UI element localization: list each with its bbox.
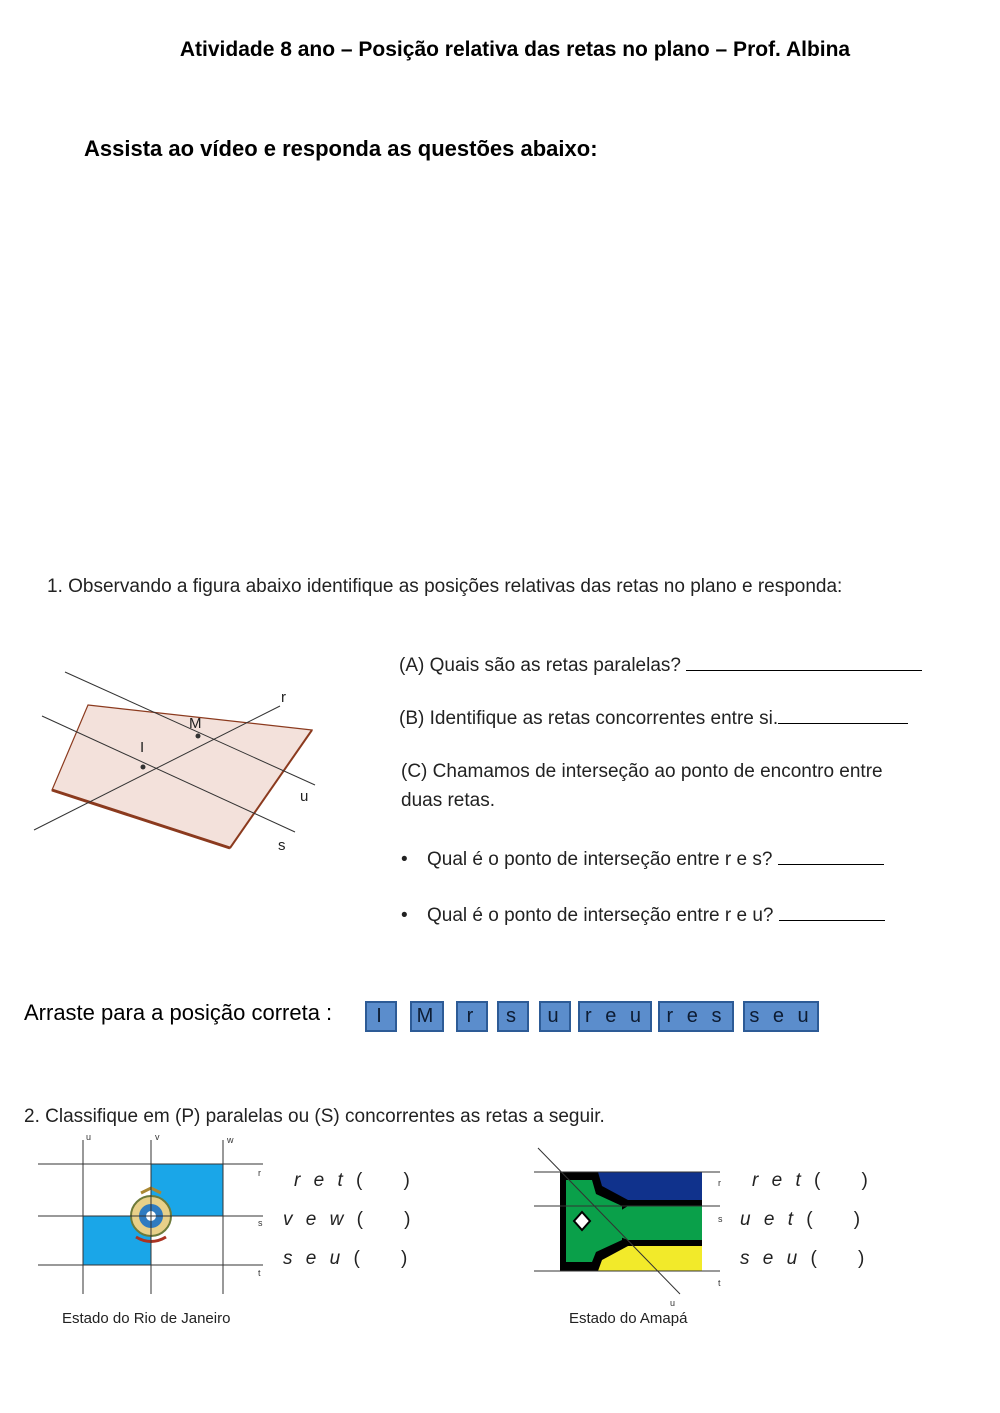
question-2-prompt: 2. Classifique em (P) paralelas ou (S) concorrentes as retas a seguir. — [24, 1106, 605, 1127]
rj-item-3 — [283, 1248, 412, 1270]
answer-blank-r-s[interactable] — [778, 846, 884, 865]
drag-chip-r-e-u[interactable]: r e u — [578, 1001, 652, 1032]
rj-label-s: s — [258, 1218, 263, 1228]
ap-answer-3[interactable]: ( ) — [810, 1248, 869, 1269]
question-1-prompt: 1. Observando a figura abaixo identifique as posições relativas das retas no plano e responda: — [47, 576, 843, 597]
answer-blank-1b[interactable] — [778, 705, 908, 724]
rj-answer-2[interactable]: ( ) — [356, 1209, 415, 1230]
bullet-item-2 — [401, 902, 885, 927]
rj-caption: Estado do Rio de Janeiro — [62, 1310, 231, 1327]
bullet-dot: • — [401, 849, 408, 870]
bullet-dot: • — [401, 905, 408, 926]
drag-chip-u[interactable]: u — [539, 1001, 571, 1032]
plane-lines-figure — [30, 660, 330, 860]
question-1a-text: (A) Quais são as retas paralelas? — [399, 655, 681, 676]
drag-chip-r[interactable]: r — [456, 1001, 488, 1032]
answer-blank-1a[interactable] — [686, 652, 922, 671]
ap-answer-2[interactable]: ( ) — [806, 1209, 865, 1230]
page-title: Atividade 8 ano – Posição relativa das retas no plano – Prof. Albina — [179, 38, 851, 61]
rj-item-2-text: v e w — [283, 1209, 348, 1230]
drag-instruction: Arraste para a posição correta : — [24, 1000, 333, 1025]
point-I — [141, 765, 146, 770]
bullet-2-text: Qual é o ponto de interseção entre r e u? — [427, 905, 774, 926]
rj-item-1 — [294, 1170, 414, 1192]
answer-blank-r-u[interactable] — [779, 902, 885, 921]
rj-label-u: u — [86, 1132, 92, 1142]
drag-chip-s-e-u[interactable]: s e u — [743, 1001, 819, 1032]
ap-item-2-text: u e t — [740, 1209, 797, 1230]
label-s: s — [278, 837, 286, 854]
label-M: M — [189, 715, 202, 732]
amapa-flag-figure — [530, 1140, 750, 1310]
instructions: Assista ao vídeo e responda as questões abaixo: — [84, 136, 598, 161]
rj-label-r: r — [258, 1168, 261, 1178]
ap-item-3 — [740, 1248, 869, 1270]
drag-chip-I[interactable]: I — [365, 1001, 397, 1032]
question-1b — [399, 705, 908, 733]
rj-label-w: w — [227, 1135, 234, 1145]
rj-label-t: t — [258, 1268, 261, 1278]
rj-answer-3[interactable]: ( ) — [353, 1248, 412, 1269]
question-1c-line2: duas retas. — [401, 790, 495, 811]
ap-item-1-text: r e t — [752, 1170, 805, 1191]
ap-item-2 — [740, 1209, 865, 1231]
ap-label-u: u — [670, 1298, 676, 1308]
rj-item-3-text: s e u — [283, 1248, 345, 1269]
bullet-1-text: Qual é o ponto de interseção entre r e s? — [427, 849, 773, 870]
question-1b-text: (B) Identifique as retas concorrentes entre si. — [399, 708, 779, 729]
bullet-item-1 — [401, 846, 884, 871]
ap-caption: Estado do Amapá — [569, 1310, 688, 1327]
label-u: u — [300, 788, 309, 805]
rj-label-v: v — [155, 1132, 160, 1142]
ap-item-3-text: s e u — [740, 1248, 802, 1269]
question-1c-line1: (C) Chamamos de interseção ao ponto de encontro entre — [401, 761, 883, 782]
ap-label-s: s — [718, 1214, 723, 1224]
rio-flag-figure — [38, 1130, 268, 1300]
drag-chip-r-e-s[interactable]: r e s — [658, 1001, 734, 1032]
rj-item-2 — [283, 1209, 415, 1231]
rj-answer-1[interactable]: ( ) — [356, 1170, 414, 1191]
ap-label-t: t — [718, 1278, 721, 1288]
drag-chip-M[interactable]: M — [410, 1001, 444, 1032]
question-1a — [399, 652, 922, 680]
rj-item-1-text: r e t — [294, 1170, 347, 1191]
drag-chip-s[interactable]: s — [497, 1001, 529, 1032]
label-I: I — [140, 739, 145, 756]
plane-parallelogram — [52, 705, 312, 848]
point-M — [196, 734, 201, 739]
ap-answer-1[interactable]: ( ) — [814, 1170, 872, 1191]
ap-item-1 — [752, 1170, 872, 1192]
ap-label-r: r — [718, 1178, 721, 1188]
label-r: r — [281, 689, 286, 706]
